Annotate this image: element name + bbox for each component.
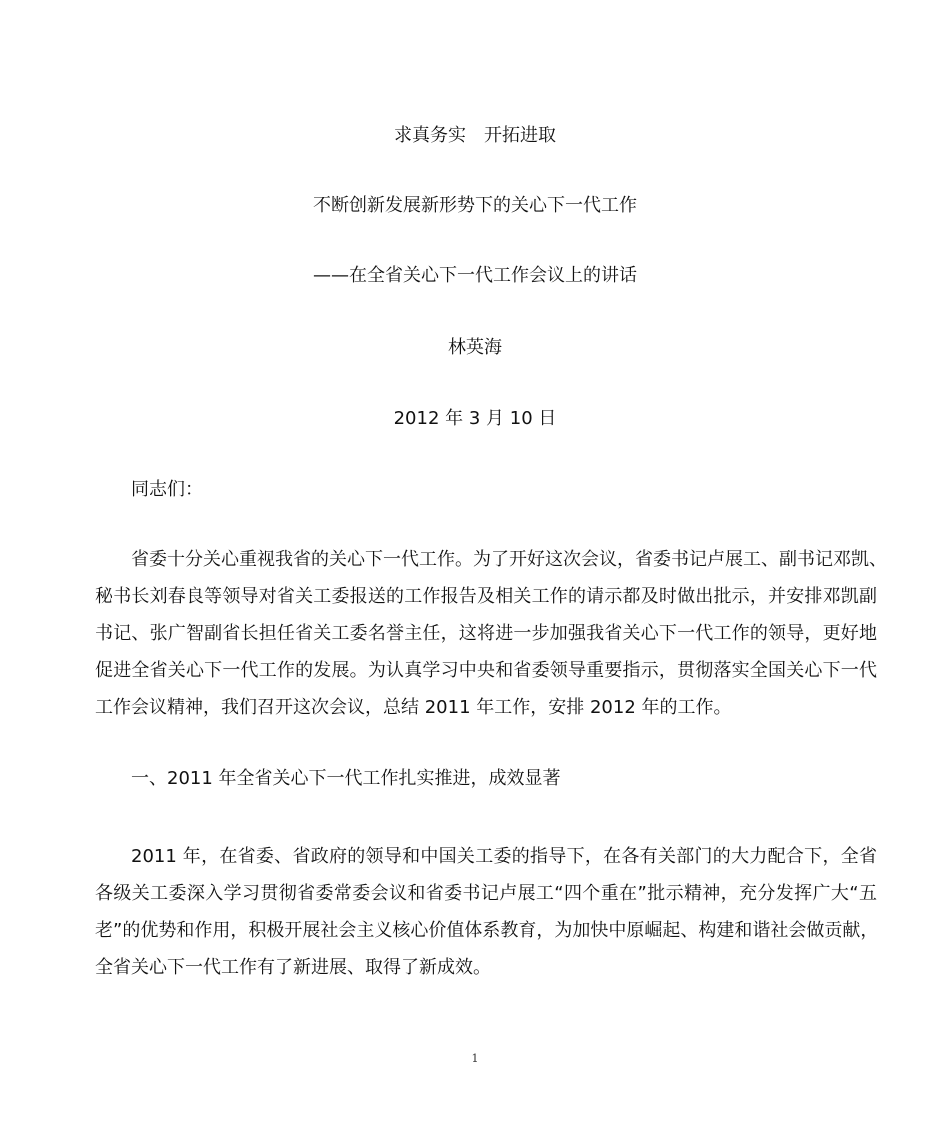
paragraph-section-1 [95,838,877,986]
author-name: 林英海 [448,337,502,358]
page-number: 1 [471,1052,479,1065]
paragraph-intro [95,541,887,726]
paragraph-line: 2011 年，在省委、省政府的领导和中国关工委的指导下，在各有关部门的大力配合下，全省 [131,846,877,867]
paragraph-line: 老”的优势和作用，积极开展社会主义核心价值体系教育，为加快中原崛起、构建和谐社会做贡献， [95,920,879,941]
paragraph-line: 各级关工委深入学习贯彻省委常委会议和省委书记卢展工“四个重在”批示精神，充分发挥广大“五 [95,883,877,904]
paragraph-line: 工作会议精神，我们召开这次会议，总结 2011 年工作，安排 2012 年的工作。 [95,697,732,718]
paragraph-line: 书记、张广智副省长担任省关工委名誉主任，这将进一步加强我省关心下一代工作的领导，更好地 [95,623,877,644]
paragraph-line: 省委十分关心重视我省的关心下一代工作。为了开好这次会议，省委书记卢展工、副书记邓凯、 [131,549,887,570]
salutation: 同志们： [131,479,203,500]
section-heading-1: 一、2011 年全省关心下一代工作扎实推进，成效显著 [131,768,561,789]
document-subtitle: 不断创新发展新形势下的关心下一代工作 [313,195,637,216]
speech-date: 2012 年 3 月 10 日 [393,408,557,429]
paragraph-line: 促进全省关心下一代工作的发展。为认真学习中央和省委领导重要指示，贯彻落实全国关心下一代 [95,660,877,681]
document-title: 求真务实 开拓进取 [394,125,556,146]
speech-occasion: ——在全省关心下一代工作会议上的讲话 [313,265,637,286]
paragraph-line: 全省关心下一代工作有了新进展、取得了新成效。 [95,957,491,978]
paragraph-line: 秘书长刘春良等领导对省关工委报送的工作报告及相关工作的请示都及时做出批示，并安排邓凯副 [95,586,877,607]
